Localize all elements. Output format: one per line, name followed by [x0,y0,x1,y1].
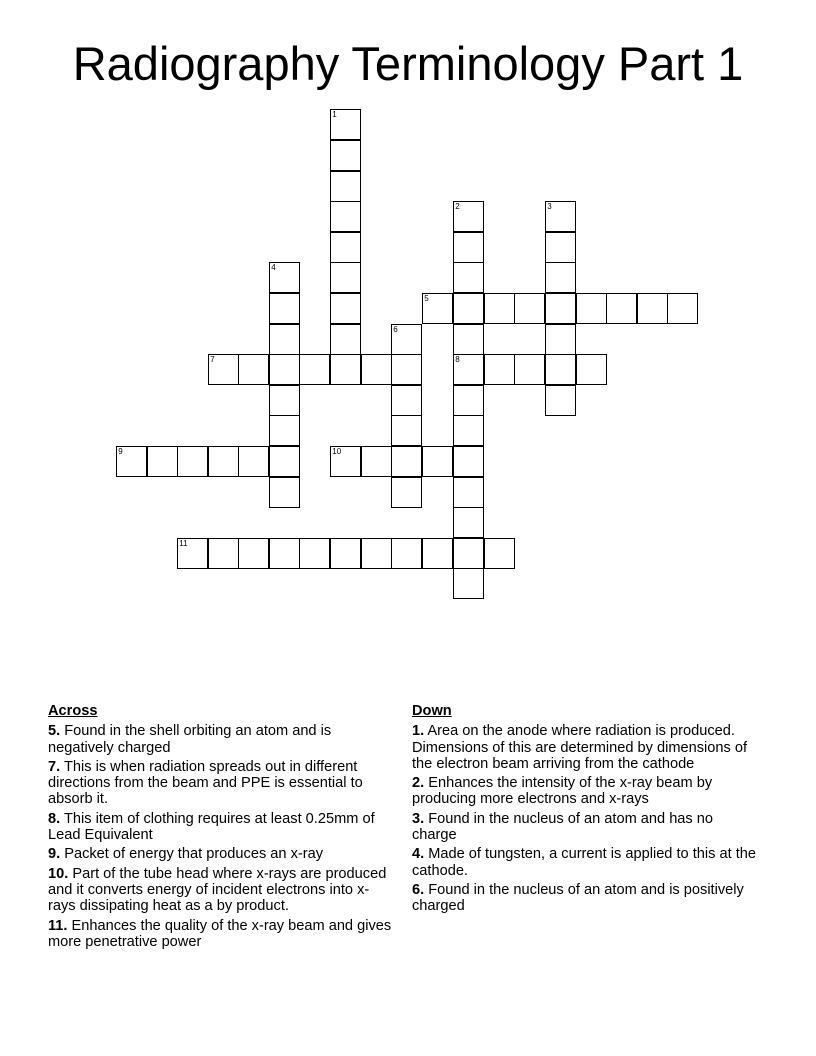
grid-cell[interactable] [453,201,484,232]
grid-cell[interactable] [330,293,361,324]
clue-number: 8 [455,355,460,365]
clue-label: 7. [48,758,61,775]
grid-cell[interactable] [453,385,484,416]
grid-cell[interactable] [453,415,484,446]
clue-label: 9. [48,846,61,863]
grid-cell[interactable] [269,477,300,508]
clue-text: This is when radiation spreads out in different directions from the beam and PPE is essential to absorb it. [48,758,363,808]
grid-cell[interactable] [269,415,300,446]
grid-cell[interactable] [545,293,576,324]
grid-cell[interactable] [299,354,330,385]
clue-text: Found in the shell orbiting an atom and is negatively charged [48,723,332,756]
grid-cell[interactable] [453,538,484,569]
grid-cell[interactable] [361,354,392,385]
clue-text: Packet of energy that produces an x-ray [64,846,324,863]
grid-cell[interactable] [422,538,453,569]
clue-text: Found in the nucleus of an atom and has no charge [412,810,714,844]
across-clue [48,846,396,862]
grid-cell[interactable] [453,324,484,355]
grid-cell[interactable] [545,232,576,263]
clue-number: 2 [455,202,460,212]
clue-text: Area on the anode where radiation is produced. Dimensions of this are determined by dimensions of the electron beam arriving from the cathode [412,723,748,772]
grid-cell[interactable] [545,262,576,293]
grid-cell[interactable] [453,262,484,293]
across-heading: Across [48,703,98,719]
clue-number: 1 [332,110,337,120]
grid-cell[interactable] [238,538,269,569]
grid-cell[interactable] [391,415,422,446]
grid-cell[interactable] [147,446,178,477]
grid-cell[interactable] [545,201,576,232]
grid-cell[interactable] [208,538,239,569]
across-clue-list [48,723,396,973]
grid-cell[interactable] [453,446,484,477]
clue-text: Part of the tube head where x-rays are produced and it converts energy of incident electrons into x-rays dissipating heat as a by product. [48,865,387,915]
clue-number: 3 [547,202,552,212]
down-clue-list [412,723,760,914]
clue-text: Enhances the intensity of the x-ray beam by producing more electrons and x-rays [412,775,713,808]
grid-cell[interactable] [667,293,698,324]
clue-text: Enhances the quality of the x-ray beam and gives more penetrative power [48,917,392,950]
down-clues [412,703,760,918]
grid-cell[interactable] [238,446,269,477]
grid-cell[interactable] [391,538,422,569]
clue-text: Made of tungsten, a current is applied to this at the cathode. [412,846,756,879]
grid-cell[interactable] [361,538,392,569]
grid-cell[interactable] [484,293,515,324]
clue-number: 11 [179,539,188,549]
grid-cell[interactable] [391,354,422,385]
grid-cell[interactable] [208,354,239,385]
grid-cell[interactable] [484,354,515,385]
grid-cell[interactable] [514,354,545,385]
grid-cell[interactable] [361,446,392,477]
clue-text: This item of clothing requires at least 0.25mm of Lead Equivalent [48,810,375,844]
grid-cell[interactable] [545,324,576,355]
grid-cell[interactable] [453,232,484,263]
grid-cell[interactable] [330,171,361,202]
clue-label: 3. [412,810,425,827]
across-clue [48,723,396,756]
grid-cell[interactable] [330,538,361,569]
grid-cell[interactable] [514,293,545,324]
grid-cell[interactable] [269,354,300,385]
grid-cell[interactable] [453,477,484,508]
grid-cell[interactable] [269,293,300,324]
grid-cell[interactable] [453,568,484,599]
grid-cell[interactable] [484,538,515,569]
grid-cell[interactable] [576,293,607,324]
clue-label: 8. [48,810,61,827]
across-clue [48,811,396,844]
grid-cell[interactable] [391,324,422,355]
grid-cell[interactable] [545,354,576,385]
clue-label: 10. [48,865,69,882]
clue-number: 4 [271,263,276,273]
grid-cell[interactable] [269,262,300,293]
grid-cell[interactable] [576,354,607,385]
grid-cell[interactable] [422,293,453,324]
grid-cell[interactable] [269,446,300,477]
down-heading: Down [412,703,452,719]
grid-cell[interactable] [453,507,484,538]
clue-label: 6. [412,881,425,898]
grid-cell[interactable] [330,324,361,355]
clue-label: 5. [48,723,61,740]
clue-number: 9 [118,447,123,457]
across-clue [48,866,396,915]
clue-number: 7 [210,355,215,365]
grid-cell[interactable] [391,446,422,477]
down-clue [412,846,760,879]
grid-cell[interactable] [269,324,300,355]
down-clue [412,882,760,915]
clue-label: 1. [412,723,425,740]
grid-cell[interactable] [269,385,300,416]
grid-cell[interactable] [177,446,208,477]
across-clue [48,918,396,951]
grid-cell[interactable] [330,446,361,477]
grid-cell[interactable] [330,262,361,293]
grid-cell[interactable] [238,354,269,385]
grid-cell[interactable] [391,477,422,508]
clue-label: 2. [412,775,425,792]
down-clue [412,775,760,808]
clue-text: Found in the nucleus of an atom and is positively charged [412,881,744,915]
grid-cell[interactable] [330,354,361,385]
grid-cell[interactable] [208,446,239,477]
clue-number: 5 [424,294,429,304]
grid-cell[interactable] [330,109,361,140]
grid-cell[interactable] [330,201,361,232]
puzzle-title: Radiography Terminology Part 1 [72,37,744,90]
grid-cell[interactable] [391,385,422,416]
grid-cell[interactable] [453,293,484,324]
grid-cell[interactable] [637,293,668,324]
across-clue [48,759,396,808]
grid-cell[interactable] [116,446,147,477]
grid-cell[interactable] [330,140,361,171]
clue-number: 10 [332,447,342,457]
clue-number: 6 [393,325,398,335]
clue-label: 11. [48,917,68,934]
clue-label: 4. [412,846,425,863]
grid-cell[interactable] [606,293,637,324]
grid-cell[interactable] [545,385,576,416]
grid-cell[interactable] [177,538,208,569]
grid-cell[interactable] [422,446,453,477]
down-clue [412,723,760,772]
down-clue [412,811,760,844]
grid-cell[interactable] [269,538,300,569]
across-clues [48,703,396,973]
grid-cell[interactable] [453,354,484,385]
grid-cell[interactable] [330,232,361,263]
grid-cell[interactable] [299,538,330,569]
